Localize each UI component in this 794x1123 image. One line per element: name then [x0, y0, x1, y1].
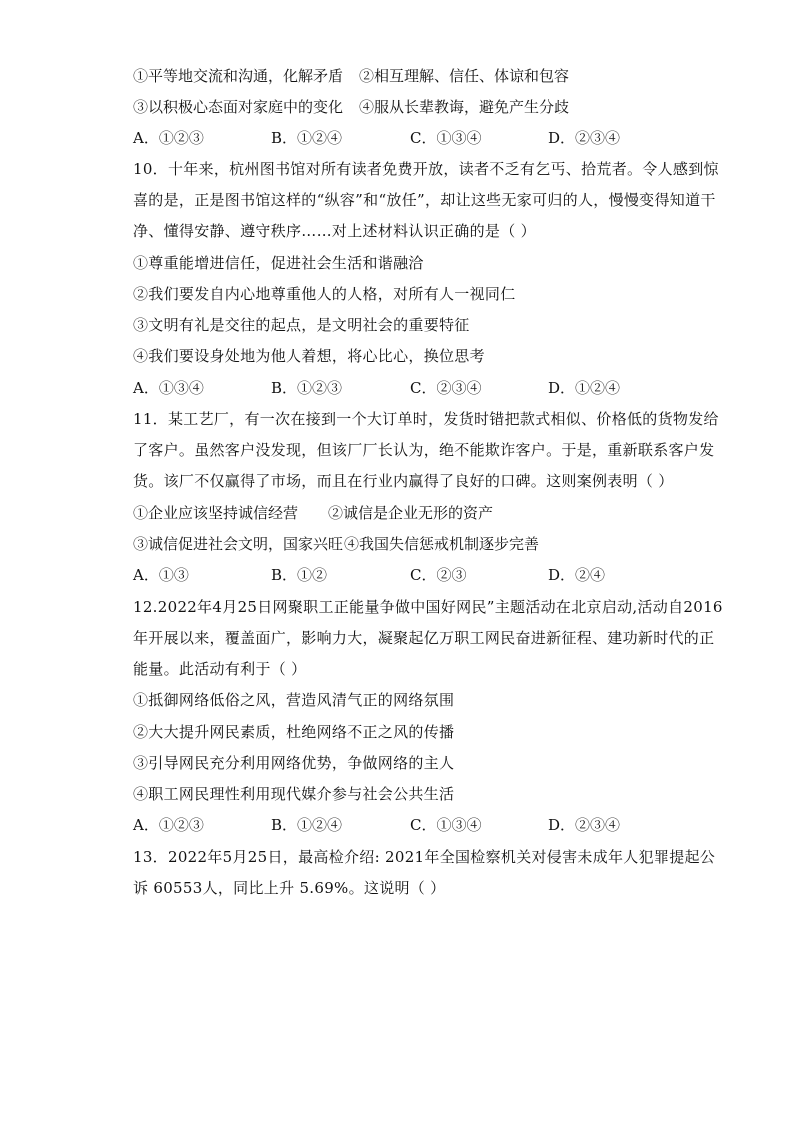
q10-item-1: ①尊重能增进信任，促进社会生活和谐融洽	[133, 254, 424, 272]
q10-item-3: ③文明有礼是交往的起点，是文明社会的重要特征	[133, 316, 470, 334]
q11-choice-c[interactable]: C．②③	[410, 566, 467, 584]
q11-stem-line-2: 了客户。虽然客户没发现，但该厂厂长认为，绝不能欺诈客户。于是，重新联系客户发	[133, 441, 715, 459]
q10-stem-line-3: 净、懂得安静、遵守秩序……对上述材料认识正确的是（ ）	[133, 222, 536, 240]
q11-choice-d[interactable]: D．②④	[548, 566, 606, 584]
q12-choice-c[interactable]: C．①③④	[410, 816, 482, 834]
q11-item-4: ④我国失信惩戒机制逐步完善	[344, 535, 540, 553]
q11-choices	[133, 565, 673, 585]
q10-stem-line-1: 10．十年来，杭州图书馆对所有读者免费开放，读者不乏有乞丐、拾荒者。令人感到惊	[133, 160, 719, 178]
q9-choice-b[interactable]: B．①②④	[271, 129, 343, 147]
q12-item-4: ④职工网民理性利用现代媒介参与社会公共生活	[133, 785, 455, 803]
q10-choice-d[interactable]: D．①②④	[548, 379, 621, 397]
q11-choice-a[interactable]: A．①③	[133, 566, 189, 584]
q12-stem-line-1: 12.2022年4月25日网聚职工正能量争做中国好网民”主题活动在北京启动,活动自2016	[133, 598, 723, 616]
q9-item-1: ①平等地交流和沟通，化解矛盾	[133, 67, 344, 85]
q12-stem-line-3: 能量。此活动有利于（ ）	[133, 660, 307, 678]
q10-choice-a[interactable]: A．①③④	[133, 379, 204, 397]
q11-item-3: ③诚信促进社会文明，国家兴旺	[133, 535, 344, 553]
q9-item-2: ②相互理解、信任、体谅和包容	[359, 67, 570, 85]
q12-item-3: ③引导网民充分利用网络优势，争做网络的主人	[133, 754, 455, 772]
q12-item-1: ①抵御网络低俗之风，营造风清气正的网络氛围	[133, 691, 455, 709]
q13-stem-line-1: 13．2022年5月25日，最高检介绍: 2021年全国检察机关对侵害未成年人犯罪提起公	[133, 848, 716, 866]
q11-stem-line-3: 货。该厂不仅赢得了市场，而且在行业内赢得了良好的口碑。这则案例表明（ ）	[133, 472, 674, 490]
q10-choice-b[interactable]: B．①②③	[271, 379, 343, 397]
q13-stem-line-2: 诉 60553人，同比上升 5.69%。这说明（ ）	[133, 879, 446, 897]
q9-choice-d[interactable]: D．②③④	[548, 129, 621, 147]
q9-item-3: ③以积极心态面对家庭中的变化	[133, 98, 344, 116]
q9-choice-a[interactable]: A．①②③	[133, 129, 204, 147]
q12-choices	[133, 815, 673, 835]
q9-item-4: ④服从长辈教诲，避免产生分歧	[359, 98, 570, 116]
q11-choice-b[interactable]: B．①②	[271, 566, 328, 584]
q10-stem-line-2: 喜的是，正是图书馆这样的“纵容”和“放任”，却让这些无家可归的人，慢慢变得知道干	[133, 191, 716, 209]
q12-stem-line-2: 年开展以来，覆盖面广，影响力大，凝聚起亿万职工网民奋进新征程、建功新时代的正	[133, 629, 715, 647]
q12-choice-d[interactable]: D．②③④	[548, 816, 621, 834]
q10-item-4: ④我们要设身处地为他人着想，将心比心，换位思考	[133, 347, 485, 365]
q11-stem-line-1: 11．某工艺厂，有一次在接到一个大订单时，发货时错把款式相似、价格低的货物发给	[133, 410, 719, 428]
q11-item-1: ①企业应该坚持诚信经营	[133, 504, 299, 522]
q10-choices	[133, 378, 673, 398]
q12-item-2: ②大大提升网民素质，杜绝网络不正之风的传播	[133, 723, 455, 741]
q10-item-2: ②我们要发自内心地尊重他人的人格，对所有人一视同仁	[133, 285, 516, 303]
q9-choices	[133, 128, 673, 148]
q11-item-2: ②诚信是企业无形的资产	[328, 504, 494, 522]
q12-choice-b[interactable]: B．①②④	[271, 816, 343, 834]
q10-choice-c[interactable]: C．②③④	[410, 379, 482, 397]
q9-choice-c[interactable]: C．①③④	[410, 129, 482, 147]
q12-choice-a[interactable]: A．①②③	[133, 816, 204, 834]
